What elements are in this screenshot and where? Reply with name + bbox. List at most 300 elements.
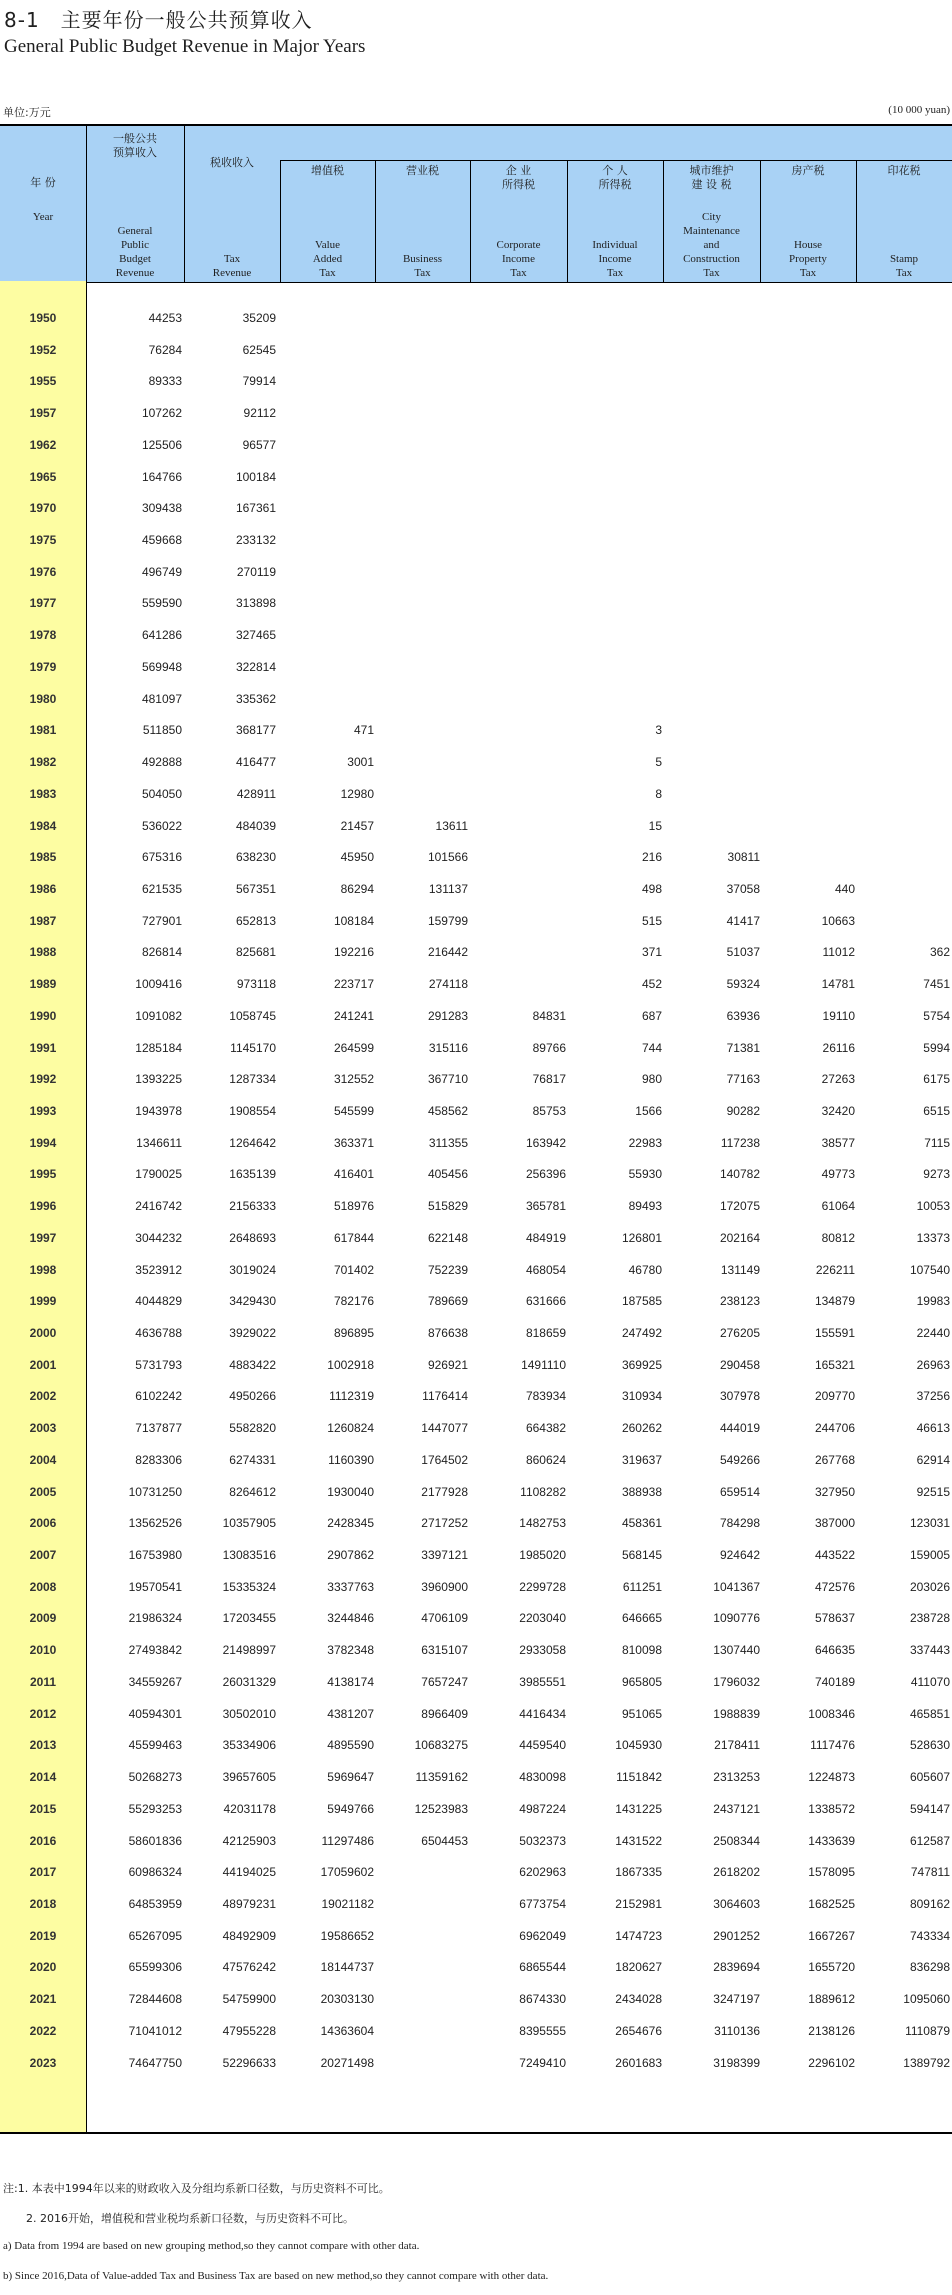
value-cell-business-tax: 1447077 <box>421 1421 468 1436</box>
table-row <box>0 1350 952 1382</box>
value-cell-general-budget-revenue: 1009416 <box>135 977 182 992</box>
year-cell: 2007 <box>29 1548 57 1563</box>
value-cell-individual-income-tax: 458361 <box>621 1516 662 1531</box>
year-cell: 1991 <box>29 1040 57 1055</box>
value-cell-corporate-income-tax: 365781 <box>525 1199 566 1214</box>
year-cell: 1982 <box>29 755 57 770</box>
year-cell: 1981 <box>29 723 57 738</box>
unit-label-zh: 单位:万元 <box>3 106 51 119</box>
value-cell-individual-income-tax: 388938 <box>621 1484 662 1499</box>
value-cell-individual-income-tax: 744 <box>641 1040 662 1055</box>
year-cell: 2000 <box>29 1326 57 1340</box>
value-cell-tax-revenue: 652813 <box>235 913 276 928</box>
header-corporate-income-tax <box>470 126 567 282</box>
value-cell-tax-revenue: 35209 <box>242 311 276 325</box>
value-cell-house-property-tax: 27263 <box>821 1072 855 1087</box>
table-row <box>0 811 952 843</box>
year-cell: 2020 <box>29 1960 57 1975</box>
note-en-1: a) Data from 1994 are based on new grouping method,so they cannot compare with other data. <box>3 2240 420 2252</box>
value-cell-tax-revenue: 3429430 <box>229 1294 276 1309</box>
value-cell-stamp-tax: 1110879 <box>905 2023 950 2038</box>
value-cell-value-added-tax: 11297486 <box>321 1833 374 1848</box>
table-row <box>0 1730 952 1762</box>
year-cell: 2002 <box>29 1389 57 1404</box>
table-row <box>0 1033 952 1065</box>
value-cell-general-budget-revenue: 2416742 <box>135 1199 182 1214</box>
value-cell-general-budget-revenue: 72844608 <box>128 1992 182 2007</box>
value-cell-house-property-tax: 646635 <box>814 1643 855 1658</box>
table-row <box>0 1826 952 1858</box>
value-cell-value-added-tax: 21457 <box>340 818 374 833</box>
value-cell-corporate-income-tax: 6962049 <box>519 1928 566 1943</box>
table-row <box>0 493 952 525</box>
value-cell-city-maintenance-tax: 549266 <box>719 1452 760 1467</box>
value-cell-corporate-income-tax: 2203040 <box>519 1611 566 1626</box>
value-cell-business-tax: 7657247 <box>421 1674 468 1689</box>
value-cell-house-property-tax: 1433639 <box>808 1833 855 1848</box>
value-cell-corporate-income-tax: 4416434 <box>519 1706 566 1721</box>
value-cell-stamp-tax: 238728 <box>909 1611 950 1626</box>
value-cell-city-maintenance-tax: 276205 <box>719 1326 760 1340</box>
value-cell-corporate-income-tax: 85753 <box>532 1103 566 1118</box>
value-cell-general-budget-revenue: 3044232 <box>135 1230 182 1245</box>
value-cell-business-tax: 789669 <box>427 1294 468 1309</box>
value-cell-corporate-income-tax: 4987224 <box>519 1801 566 1816</box>
value-cell-value-added-tax: 363371 <box>333 1135 374 1150</box>
value-cell-individual-income-tax: 1151842 <box>616 1770 662 1785</box>
value-cell-individual-income-tax: 126801 <box>621 1230 662 1245</box>
value-cell-corporate-income-tax: 818659 <box>525 1326 566 1340</box>
value-cell-house-property-tax: 10663 <box>821 913 855 928</box>
header-city-maintenance-tax-zh: 城市维护 建 设 税 <box>689 164 734 191</box>
value-cell-city-maintenance-tax: 77163 <box>726 1072 760 1087</box>
value-cell-individual-income-tax: 1867335 <box>615 1865 662 1880</box>
value-cell-individual-income-tax: 1431225 <box>615 1801 662 1816</box>
value-cell-house-property-tax: 578637 <box>814 1611 855 1626</box>
value-cell-stamp-tax: 337443 <box>909 1643 950 1658</box>
value-cell-value-added-tax: 20271498 <box>320 2055 374 2070</box>
value-cell-tax-revenue: 567351 <box>235 881 276 896</box>
value-cell-corporate-income-tax: 8674330 <box>519 1992 566 2007</box>
value-cell-value-added-tax: 1002918 <box>327 1357 374 1372</box>
table-row <box>0 1413 952 1445</box>
value-cell-stamp-tax: 123031 <box>909 1516 950 1531</box>
value-cell-house-property-tax: 244706 <box>814 1421 855 1436</box>
value-cell-value-added-tax: 4381207 <box>327 1706 374 1721</box>
value-cell-value-added-tax: 18144737 <box>320 1960 374 1975</box>
value-cell-house-property-tax: 327950 <box>814 1484 855 1499</box>
year-cell: 2003 <box>29 1421 57 1436</box>
value-cell-tax-revenue: 322814 <box>235 659 276 674</box>
value-cell-corporate-income-tax: 1482753 <box>519 1516 566 1531</box>
value-cell-tax-revenue: 368177 <box>235 723 276 738</box>
value-cell-house-property-tax: 11012 <box>822 945 855 960</box>
value-cell-business-tax: 315116 <box>428 1040 468 1055</box>
value-cell-house-property-tax: 267768 <box>814 1452 855 1467</box>
value-cell-individual-income-tax: 5 <box>655 755 662 770</box>
table-row <box>0 779 952 811</box>
table-row <box>0 1001 952 1033</box>
year-cell: 2005 <box>29 1484 57 1499</box>
value-cell-value-added-tax: 45950 <box>340 850 374 865</box>
value-cell-general-budget-revenue: 6102242 <box>135 1389 182 1404</box>
header-business-tax <box>375 126 470 282</box>
value-cell-city-maintenance-tax: 63936 <box>726 1008 760 1023</box>
value-cell-corporate-income-tax: 664382 <box>525 1421 566 1436</box>
value-cell-individual-income-tax: 2152981 <box>615 1896 662 1911</box>
year-cell: 2012 <box>29 1706 57 1721</box>
value-cell-individual-income-tax: 687 <box>641 1008 662 1023</box>
value-cell-tax-revenue: 47576242 <box>222 1960 276 1975</box>
table-row <box>0 874 952 906</box>
value-cell-individual-income-tax: 611251 <box>622 1579 662 1594</box>
value-cell-tax-revenue: 2648693 <box>229 1230 276 1245</box>
table-row <box>0 398 952 430</box>
value-cell-business-tax: 2177928 <box>421 1484 468 1499</box>
value-cell-stamp-tax: 37256 <box>916 1389 950 1404</box>
value-cell-individual-income-tax: 1474723 <box>615 1928 662 1943</box>
value-cell-city-maintenance-tax: 90282 <box>726 1103 760 1118</box>
value-cell-stamp-tax: 528630 <box>909 1738 950 1753</box>
value-cell-city-maintenance-tax: 1988839 <box>713 1706 760 1721</box>
table-row <box>0 1508 952 1540</box>
year-cell: 1978 <box>29 628 57 643</box>
value-cell-house-property-tax: 165321 <box>814 1357 855 1372</box>
value-cell-general-budget-revenue: 8283306 <box>135 1452 182 1467</box>
value-cell-tax-revenue: 6274331 <box>229 1452 276 1467</box>
value-cell-stamp-tax: 743334 <box>909 1928 950 1943</box>
value-cell-house-property-tax: 2138126 <box>808 2023 855 2038</box>
value-cell-value-added-tax: 617844 <box>333 1230 374 1245</box>
value-cell-value-added-tax: 701402 <box>333 1262 374 1277</box>
value-cell-general-budget-revenue: 481097 <box>141 691 182 706</box>
value-cell-stamp-tax: 46613 <box>916 1421 950 1436</box>
value-cell-tax-revenue: 79914 <box>242 374 276 389</box>
value-cell-corporate-income-tax: 8395555 <box>519 2023 566 2038</box>
table-row <box>0 462 952 494</box>
value-cell-city-maintenance-tax: 924642 <box>719 1548 760 1563</box>
value-cell-general-budget-revenue: 496749 <box>141 564 182 579</box>
value-cell-general-budget-revenue: 5731793 <box>135 1357 182 1372</box>
value-cell-tax-revenue: 35334906 <box>222 1738 276 1753</box>
value-cell-value-added-tax: 20303130 <box>320 1992 374 2007</box>
value-cell-tax-revenue: 8264612 <box>229 1484 276 1499</box>
table-row <box>0 1096 952 1128</box>
header-stamp-tax <box>856 126 952 282</box>
value-cell-individual-income-tax: 310934 <box>621 1389 662 1404</box>
header-divider <box>375 160 376 282</box>
value-cell-house-property-tax: 740189 <box>814 1674 855 1689</box>
value-cell-house-property-tax: 472576 <box>814 1579 855 1594</box>
header-individual-income-tax-zh: 个 人 所得税 <box>598 164 632 191</box>
value-cell-general-budget-revenue: 45599463 <box>128 1738 182 1753</box>
value-cell-stamp-tax: 22440 <box>916 1326 950 1340</box>
value-cell-general-budget-revenue: 107262 <box>141 406 182 421</box>
value-cell-corporate-income-tax: 256396 <box>525 1167 566 1182</box>
value-cell-tax-revenue: 4950266 <box>229 1389 276 1404</box>
value-cell-stamp-tax: 1389792 <box>903 2055 950 2070</box>
year-cell: 1984 <box>29 818 57 833</box>
header-individual-income-tax <box>567 126 663 282</box>
table-row <box>0 1857 952 1889</box>
value-cell-general-budget-revenue: 50268273 <box>128 1770 182 1785</box>
value-cell-house-property-tax: 32420 <box>821 1103 855 1118</box>
value-cell-general-budget-revenue: 1943978 <box>135 1103 182 1118</box>
value-cell-individual-income-tax: 187585 <box>621 1294 662 1309</box>
year-cell: 1965 <box>29 469 57 484</box>
value-cell-tax-revenue: 62545 <box>242 342 276 357</box>
value-cell-value-added-tax: 3001 <box>347 755 374 770</box>
table-row <box>0 842 952 874</box>
year-cell: 1995 <box>29 1167 57 1182</box>
page-title-zh: 8-1 主要年份一般公共预算收入 <box>4 8 313 32</box>
table-row <box>0 1572 952 1604</box>
value-cell-corporate-income-tax: 7249410 <box>519 2055 566 2070</box>
table-row <box>0 1191 952 1223</box>
year-cell: 1989 <box>29 977 57 992</box>
value-cell-city-maintenance-tax: 2901252 <box>713 1928 760 1943</box>
value-cell-general-budget-revenue: 65599306 <box>128 1960 182 1975</box>
value-cell-business-tax: 274118 <box>428 977 468 992</box>
year-cell: 2010 <box>29 1643 57 1658</box>
table-body <box>0 303 952 2079</box>
value-cell-business-tax: 13611 <box>435 818 468 833</box>
year-cell: 1996 <box>29 1199 57 1214</box>
value-cell-stamp-tax: 809162 <box>909 1896 950 1911</box>
value-cell-general-budget-revenue: 7137877 <box>135 1421 182 1436</box>
table-row <box>0 1128 952 1160</box>
value-cell-general-budget-revenue: 1091082 <box>135 1008 182 1023</box>
value-cell-business-tax: 6504453 <box>421 1833 468 1848</box>
table-row <box>0 525 952 557</box>
header-divider <box>86 126 87 282</box>
header-year-en: Year <box>32 211 54 223</box>
table-row <box>0 1699 952 1731</box>
value-cell-tax-revenue: 10357905 <box>222 1516 276 1531</box>
value-cell-general-budget-revenue: 826814 <box>141 945 182 960</box>
value-cell-stamp-tax: 605607 <box>909 1770 950 1785</box>
value-cell-individual-income-tax: 371 <box>641 945 662 960</box>
value-cell-individual-income-tax: 980 <box>641 1072 662 1087</box>
table-row <box>0 1603 952 1635</box>
year-cell: 1952 <box>29 342 57 357</box>
year-cell: 1957 <box>29 406 57 421</box>
value-cell-business-tax: 11359162 <box>415 1770 468 1785</box>
table-row <box>0 1921 952 1953</box>
value-cell-tax-revenue: 1287334 <box>229 1072 276 1087</box>
value-cell-business-tax: 101566 <box>427 850 468 865</box>
header-divider <box>470 160 471 282</box>
year-cell: 2022 <box>29 2023 57 2038</box>
value-cell-value-added-tax: 5949766 <box>327 1801 374 1816</box>
value-cell-stamp-tax: 9273 <box>923 1167 950 1182</box>
value-cell-house-property-tax: 209770 <box>814 1389 855 1404</box>
value-cell-city-maintenance-tax: 784298 <box>719 1516 760 1531</box>
year-cell: 1950 <box>29 311 57 325</box>
table-row <box>0 747 952 779</box>
value-cell-city-maintenance-tax: 30811 <box>727 850 760 865</box>
header-divider <box>663 160 664 282</box>
value-cell-general-budget-revenue: 1346611 <box>136 1135 182 1150</box>
year-cell: 2004 <box>29 1452 57 1467</box>
value-cell-corporate-income-tax: 89766 <box>532 1040 566 1055</box>
value-cell-tax-revenue: 327465 <box>235 628 276 643</box>
value-cell-individual-income-tax: 2434028 <box>615 1992 662 2007</box>
table-row <box>0 969 952 1001</box>
table-row <box>0 1477 952 1509</box>
value-cell-tax-revenue: 1058745 <box>229 1008 276 1023</box>
value-cell-business-tax: 216442 <box>427 945 468 960</box>
value-cell-stamp-tax: 107540 <box>909 1262 950 1277</box>
unit-label-en: (10 000 yuan) <box>888 104 950 116</box>
value-cell-individual-income-tax: 965805 <box>621 1674 662 1689</box>
value-cell-general-budget-revenue: 3523912 <box>135 1262 182 1277</box>
value-cell-business-tax: 2717252 <box>421 1516 468 1531</box>
value-cell-tax-revenue: 52296633 <box>222 2055 276 2070</box>
header-divider <box>567 160 568 282</box>
value-cell-house-property-tax: 1889612 <box>808 1992 855 2007</box>
year-cell: 1985 <box>29 850 57 865</box>
value-cell-value-added-tax: 312552 <box>333 1072 374 1087</box>
value-cell-house-property-tax: 1682525 <box>808 1896 855 1911</box>
value-cell-house-property-tax: 226211 <box>815 1262 855 1277</box>
value-cell-tax-revenue: 47955228 <box>222 2023 276 2038</box>
value-cell-business-tax: 3960900 <box>421 1579 468 1594</box>
value-cell-value-added-tax: 108184 <box>333 913 374 928</box>
year-cell: 1979 <box>29 659 57 674</box>
header-divider <box>280 160 281 282</box>
value-cell-business-tax: 405456 <box>427 1167 468 1182</box>
table-row <box>0 1889 952 1921</box>
year-cell: 1993 <box>29 1103 57 1118</box>
value-cell-corporate-income-tax: 631666 <box>525 1294 566 1309</box>
value-cell-house-property-tax: 61064 <box>821 1199 855 1214</box>
value-cell-general-budget-revenue: 65267095 <box>128 1928 182 1943</box>
value-cell-corporate-income-tax: 76817 <box>532 1072 566 1087</box>
table-header <box>0 124 952 283</box>
value-cell-city-maintenance-tax: 71381 <box>726 1040 760 1055</box>
value-cell-value-added-tax: 3244846 <box>327 1611 374 1626</box>
note-zh-2: 2. 2016开始，增值税和营业税均系新口径数，与历史资料不可比。 <box>26 2212 354 2225</box>
value-cell-house-property-tax: 38577 <box>821 1135 855 1150</box>
year-cell: 2018 <box>29 1896 57 1911</box>
year-cell: 1955 <box>29 374 57 389</box>
value-cell-house-property-tax: 14781 <box>821 977 855 992</box>
table-row <box>0 1635 952 1667</box>
value-cell-house-property-tax: 440 <box>834 881 855 896</box>
value-cell-stamp-tax: 411070 <box>910 1674 950 1689</box>
value-cell-value-added-tax: 2907862 <box>327 1548 374 1563</box>
value-cell-city-maintenance-tax: 131149 <box>720 1262 760 1277</box>
value-cell-tax-revenue: 48979231 <box>222 1896 276 1911</box>
value-cell-general-budget-revenue: 27493842 <box>128 1643 182 1658</box>
value-cell-business-tax: 1176414 <box>422 1389 468 1404</box>
value-cell-house-property-tax: 134879 <box>814 1294 855 1309</box>
table-row <box>0 303 952 335</box>
value-cell-tax-revenue: 54759900 <box>222 1992 276 2007</box>
value-cell-tax-revenue: 484039 <box>235 818 276 833</box>
value-cell-stamp-tax: 6175 <box>923 1072 950 1087</box>
header-house-property-tax <box>760 126 856 282</box>
table-row <box>0 1064 952 1096</box>
value-cell-general-budget-revenue: 76284 <box>148 342 182 357</box>
value-cell-value-added-tax: 192216 <box>333 945 374 960</box>
value-cell-general-budget-revenue: 34559267 <box>128 1674 182 1689</box>
value-cell-value-added-tax: 416401 <box>333 1167 374 1182</box>
value-cell-corporate-income-tax: 4459540 <box>519 1738 566 1753</box>
year-cell: 1983 <box>29 786 57 801</box>
year-cell: 1997 <box>29 1230 57 1245</box>
value-cell-value-added-tax: 782176 <box>333 1294 374 1309</box>
year-cell: 1986 <box>29 881 57 896</box>
year-cell: 1999 <box>29 1294 57 1309</box>
value-cell-value-added-tax: 264599 <box>333 1040 374 1055</box>
table-row <box>0 620 952 652</box>
value-cell-general-budget-revenue: 19570541 <box>128 1579 182 1594</box>
table-row <box>0 366 952 398</box>
table-row <box>0 937 952 969</box>
value-cell-stamp-tax: 836298 <box>909 1960 950 1975</box>
value-cell-value-added-tax: 896895 <box>333 1326 374 1340</box>
value-cell-individual-income-tax: 216 <box>641 850 662 865</box>
header-divider <box>184 126 185 282</box>
value-cell-general-budget-revenue: 1790025 <box>135 1167 182 1182</box>
value-cell-individual-income-tax: 1431522 <box>615 1833 662 1848</box>
value-cell-house-property-tax: 2296102 <box>808 2055 855 2070</box>
value-cell-individual-income-tax: 1045930 <box>615 1738 662 1753</box>
year-cell: 2017 <box>29 1865 57 1880</box>
value-cell-city-maintenance-tax: 3247197 <box>713 1992 760 2007</box>
value-cell-city-maintenance-tax: 51037 <box>726 945 760 960</box>
table-row <box>0 1540 952 1572</box>
header-city-maintenance-tax-en: City Maintenance and Construction Tax <box>683 211 740 279</box>
value-cell-city-maintenance-tax: 2508344 <box>713 1833 760 1848</box>
year-cell: 1975 <box>29 533 57 548</box>
value-cell-business-tax: 622148 <box>427 1230 468 1245</box>
value-cell-individual-income-tax: 515 <box>641 913 662 928</box>
value-cell-business-tax: 311355 <box>428 1135 468 1150</box>
value-cell-house-property-tax: 1338572 <box>808 1801 855 1816</box>
value-cell-stamp-tax: 7451 <box>923 977 950 992</box>
value-cell-tax-revenue: 92112 <box>243 406 276 421</box>
value-cell-house-property-tax: 26116 <box>822 1040 855 1055</box>
year-cell: 1994 <box>29 1135 57 1150</box>
value-cell-value-added-tax: 4138174 <box>327 1674 374 1689</box>
value-cell-house-property-tax: 1578095 <box>808 1865 855 1880</box>
value-cell-tax-revenue: 167361 <box>235 501 276 516</box>
value-cell-tax-revenue: 26031329 <box>222 1674 276 1689</box>
value-cell-general-budget-revenue: 1393225 <box>135 1072 182 1087</box>
header-year <box>0 126 86 282</box>
table-row <box>0 335 952 367</box>
header-house-property-tax-zh: 房产税 <box>791 164 825 177</box>
value-cell-city-maintenance-tax: 172075 <box>719 1199 760 1214</box>
value-cell-city-maintenance-tax: 307978 <box>719 1389 760 1404</box>
value-cell-tax-revenue: 2156333 <box>229 1199 276 1214</box>
table-row <box>0 430 952 462</box>
value-cell-city-maintenance-tax: 117238 <box>720 1135 760 1150</box>
value-cell-corporate-income-tax: 860624 <box>525 1452 566 1467</box>
value-cell-general-budget-revenue: 727901 <box>141 913 182 928</box>
value-cell-corporate-income-tax: 4830098 <box>519 1770 566 1785</box>
value-cell-tax-revenue: 42125903 <box>222 1833 276 1848</box>
value-cell-business-tax: 8966409 <box>421 1706 468 1721</box>
value-cell-individual-income-tax: 452 <box>641 977 662 992</box>
value-cell-corporate-income-tax: 6773754 <box>519 1896 566 1911</box>
header-business-tax-zh: 营业税 <box>406 164 439 177</box>
value-cell-house-property-tax: 1224873 <box>808 1770 855 1785</box>
year-cell: 2008 <box>29 1579 57 1594</box>
